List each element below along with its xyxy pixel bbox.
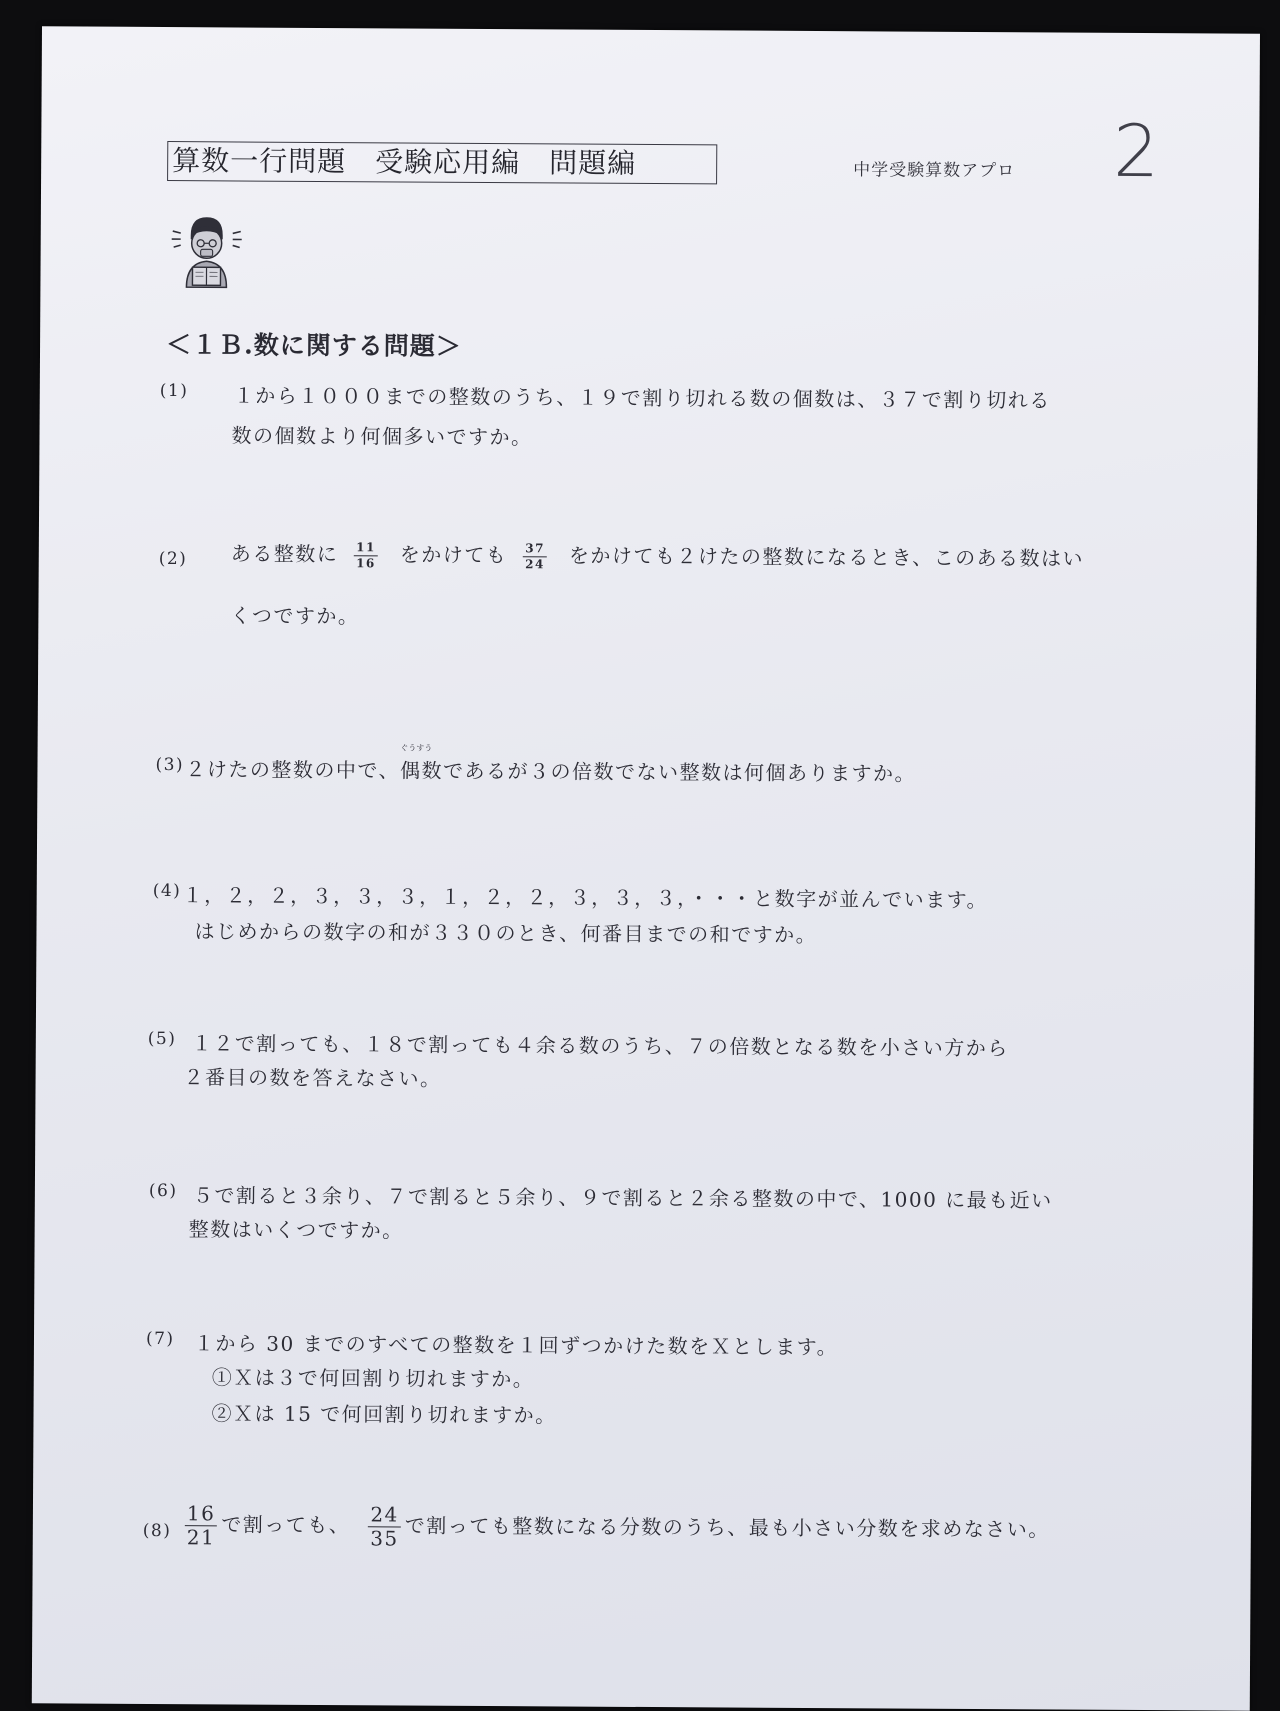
handwritten-page-number: 2 xyxy=(1113,109,1159,193)
ruby-reading: ぐうすう xyxy=(400,742,432,753)
mascot-illustration-icon xyxy=(168,209,244,289)
fraction-numerator: 24 xyxy=(368,1504,401,1527)
question-number: (1) xyxy=(160,381,189,401)
fraction-denominator: 16 xyxy=(354,556,378,570)
question-number: (5) xyxy=(148,1029,177,1049)
worksheet-title: 算数一行問題 受験応用編 問題編 xyxy=(167,141,717,184)
question-text-segment: で割っても整数になる分数のうち、最も小さい分数を求めなさい。 xyxy=(405,1514,1050,1542)
question-text-line: １２で割っても、１８で割っても４余る数のうち、７の倍数となる数を小さい方から xyxy=(192,1027,1009,1061)
question-text-line: １，２，２，３，３，３，１，２，２，３，３，３，・・・と数字が並んでいます。 xyxy=(183,879,989,913)
fraction-denominator: 24 xyxy=(523,557,547,571)
question-number: (3) xyxy=(155,755,184,775)
question-text-segment: で割っても、 xyxy=(221,1512,350,1537)
question-text-line: ①Ｘは３で何回割り切れますか。 xyxy=(212,1361,535,1392)
question-text-line: ５で割ると３余り、７で割ると５余り、９で割ると２余る整数の中で、1000 に最も近い xyxy=(193,1179,1053,1213)
fraction-numerator: 16 xyxy=(185,1503,218,1526)
fraction-denominator: 21 xyxy=(185,1526,218,1548)
question-text-segment: であるが３の倍数でない整数は何個ありますか。 xyxy=(443,759,916,786)
question-text-line: くつですか。 xyxy=(230,599,359,629)
question-text-line xyxy=(185,753,916,786)
worksheet-paper xyxy=(32,26,1260,1710)
question-text-line: ２番目の数を答えなさい。 xyxy=(184,1061,442,1092)
section-title: ＜１Ｂ.数に関する問題＞ xyxy=(166,325,462,363)
ruby-base: 偶数 xyxy=(400,758,443,782)
question-text-line: 数の個数より何個多いですか。 xyxy=(231,419,532,450)
fraction xyxy=(368,1504,401,1549)
brand-name: 中学受験算数アプロ xyxy=(853,155,1015,181)
fraction xyxy=(354,542,378,570)
question-text-line: ②Ｘは 15 で何回割り切れますか。 xyxy=(211,1397,556,1428)
question-number: (4) xyxy=(153,881,182,901)
fraction-numerator: 37 xyxy=(523,543,547,558)
question-number: (2) xyxy=(159,549,188,569)
question-text-line xyxy=(231,537,1085,574)
fraction-denominator: 35 xyxy=(368,1527,401,1549)
question-text-segment: ２けたの整数の中で、 xyxy=(185,757,400,782)
question-text-segment: をかけても xyxy=(400,542,508,567)
ruby-word xyxy=(400,754,443,783)
fraction-numerator: 11 xyxy=(354,542,378,557)
question-text-line xyxy=(185,1503,1050,1553)
question-text-line: １から１０００までの整数のうち、１９で割り切れる数の個数は、３７で割り切れる xyxy=(234,379,1051,413)
question-text-line: はじめからの数字の和が３３０のとき、何番目までの和ですか。 xyxy=(194,915,817,948)
question-number: (7) xyxy=(146,1329,175,1349)
fraction xyxy=(523,543,547,571)
question-number: (8) xyxy=(143,1521,172,1541)
question-number: (6) xyxy=(149,1181,178,1201)
fraction xyxy=(185,1503,218,1548)
question-text-segment: をかけても２けたの整数になるとき、このある数はい xyxy=(569,544,1084,571)
question-text-line: １から 30 までのすべての整数を１回ずつかけた数をＸとします。 xyxy=(194,1327,838,1360)
question-text-segment: ある整数に xyxy=(231,541,339,566)
question-text-line: 整数はいくつですか。 xyxy=(189,1213,404,1243)
